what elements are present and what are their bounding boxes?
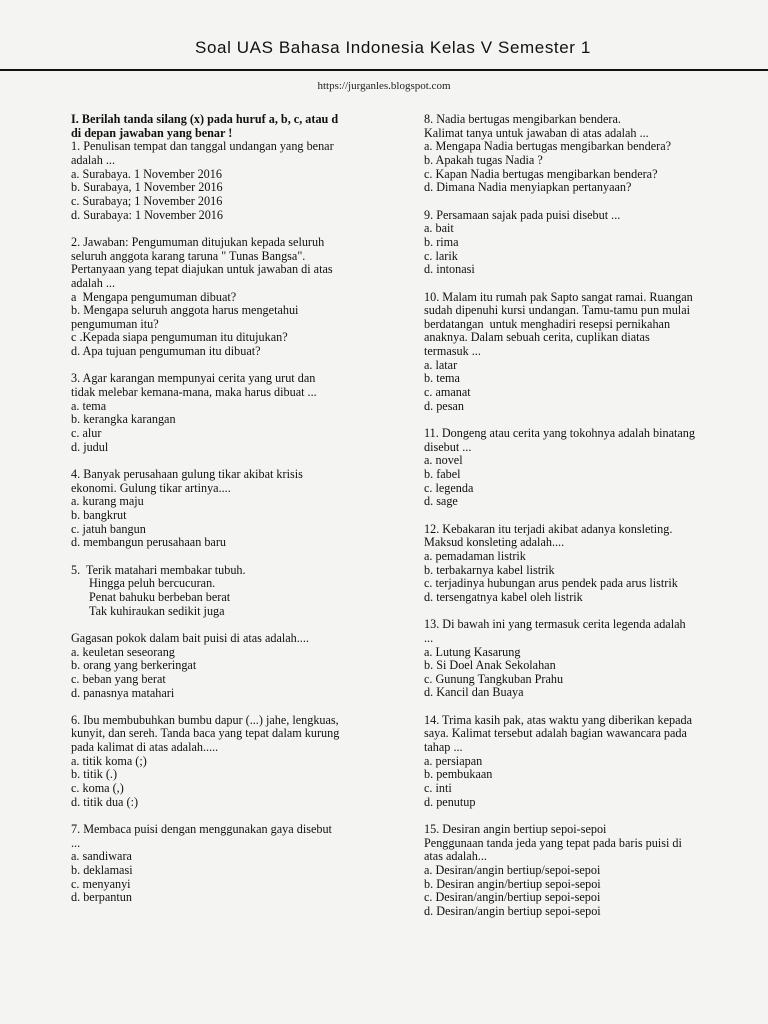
answer-option: d. titik dua (:) (71, 794, 139, 809)
question-text: 2. Jawaban: Pengumuman ditujukan kepada seluruh (71, 234, 325, 249)
question-text: 15. Desiran angin bertiup sepoi-sepoi (424, 822, 607, 837)
question-text: Pertanyaan yang tepat diajukan untuk jawaban di atas (71, 262, 333, 277)
answer-option: a. pemadaman listrik (424, 548, 526, 563)
answer-option: d. pesan (424, 398, 464, 413)
poem-line: 5. Terik matahari membakar tubuh. (71, 562, 246, 577)
answer-option: d. berpantun (71, 890, 132, 905)
answer-option: a Mengapa pengumuman dibuat? (71, 289, 237, 304)
answer-option: c. jatuh bangun (71, 521, 146, 536)
question-text: 6. Ibu membubuhkan bumbu dapur (...) jahe, lengkuas, (71, 712, 339, 727)
answer-option: d. Surabaya: 1 November 2016 (71, 207, 223, 222)
answer-option: d. judul (71, 439, 109, 454)
answer-option: c. amanat (424, 385, 471, 400)
answer-option: b. bangkrut (71, 507, 127, 522)
answer-option: pengumuman itu? (71, 316, 159, 331)
question-5 (71, 564, 391, 701)
question-text: kunyit, dan sereh. Tanda baca yang tepat dalam kurung (71, 726, 340, 741)
poem-line: Hingga peluh bercucuran. (89, 576, 216, 591)
question-10 (424, 291, 742, 414)
answer-option: b. kerangka karangan (71, 412, 176, 427)
question-text: ... (71, 835, 81, 850)
question-text: 14. Trima kasih pak, atas waktu yang diberikan kepada (424, 712, 693, 727)
answer-option: a. latar (424, 357, 458, 372)
answer-option: b. titik (.) (71, 767, 118, 782)
answer-option: c. terjadinya hubungan arus pendek pada arus listrik (424, 576, 678, 591)
answer-option: d. panasnya matahari (71, 685, 175, 700)
poem-line: Tak kuhiraukan sedikit juga (89, 603, 225, 618)
question-text: Kalimat tanya untuk jawaban di atas adalah ... (424, 125, 649, 140)
left-column (71, 113, 391, 919)
question-text: disebut ... (424, 439, 472, 454)
answer-option: d. Dimana Nadia menyiapkan pertanyaan? (424, 180, 632, 195)
answer-option: d. intonasi (424, 262, 475, 277)
source-url: https://jurganles.blogspot.com (317, 80, 451, 92)
answer-option: c. larik (424, 248, 458, 263)
poem-spacer (71, 618, 391, 632)
question-3 (71, 372, 391, 454)
answer-option: d. Kancil dan Buaya (424, 685, 524, 700)
question-text: ekonomi. Gulung tikar artinya.... (71, 480, 231, 495)
answer-option: c. Desiran/angin/bertiup sepoi-sepoi (424, 890, 601, 905)
answer-option: b. Mengapa seluruh anggota harus mengetahui (71, 303, 299, 318)
question-text: tidak melebar kemana-mana, maka harus dibuat ... (71, 385, 317, 400)
answer-option: d. penutup (424, 794, 476, 809)
answer-option: a. kurang maju (71, 494, 144, 509)
instructions-line-2: di depan jawaban yang benar ! (71, 125, 233, 140)
question-text: ... (424, 630, 434, 645)
question-13 (424, 618, 742, 700)
question-text: 3. Agar karangan mempunyai cerita yang urut dan (71, 371, 316, 386)
question-text: Penggunaan tanda jeda yang tepat pada baris puisi di (424, 835, 682, 850)
instructions (71, 113, 391, 140)
question-text: 4. Banyak perusahaan gulung tikar akibat krisis (71, 467, 303, 482)
question-text: Maksud konsleting adalah.... (424, 535, 565, 550)
question-9 (424, 209, 742, 277)
question-14 (424, 714, 742, 810)
answer-option: a. Desiran/angin bertiup/sepoi-sepoi (424, 862, 601, 877)
question-4 (71, 468, 391, 550)
answer-option: a. titik koma (;) (71, 753, 147, 768)
answer-option: a. keuletan seseorang (71, 644, 175, 659)
answer-option: b. tema (424, 371, 460, 386)
question-text: Gagasan pokok dalam bait puisi di atas adalah.... (71, 630, 309, 645)
answer-option: c. Gunung Tangkuban Prahu (424, 671, 564, 686)
answer-option: a. tema (71, 398, 107, 413)
answer-option: b. Desiran angin/bertiup sepoi-sepoi (424, 876, 601, 891)
answer-option: b. pembukaan (424, 767, 493, 782)
answer-option: a. bait (424, 221, 454, 236)
answer-option: a. Mengapa Nadia bertugas mengibarkan bendera? (424, 139, 672, 154)
answer-option: c. inti (424, 781, 452, 796)
answer-option: c. Kapan Nadia bertugas mengibarkan bendera? (424, 166, 658, 181)
question-text: berdatangan untuk menghadiri resepsi pernikahan (424, 316, 671, 331)
right-column (424, 113, 742, 932)
answer-option: b. rima (424, 234, 459, 249)
question-text: atas adalah... (424, 849, 487, 864)
answer-option: a. sandiwara (71, 849, 132, 864)
title-divider (0, 69, 768, 71)
answer-option: a. Surabaya. 1 November 2016 (71, 166, 222, 181)
answer-option: a. Lutung Kasarung (424, 644, 521, 659)
question-text: sudah dipenuhi kursi undangan. Tamu-tamu pun mulai (424, 303, 690, 318)
answer-option: c. legenda (424, 480, 474, 495)
question-text: adalah ... (71, 152, 115, 167)
answer-option: b. Surabaya, 1 November 2016 (71, 180, 223, 195)
question-15 (424, 823, 742, 919)
answer-option: c. menyanyi (71, 876, 131, 891)
answer-option: d. sage (424, 494, 458, 509)
page-title: Soal UAS Bahasa Indonesia Kelas V Semester 1 (195, 38, 591, 57)
question-text: 13. Di bawah ini yang termasuk cerita legenda adalah (424, 617, 686, 632)
question-2 (71, 236, 391, 359)
question-8 (424, 113, 742, 195)
question-text: 12. Kebakaran itu terjadi akibat adanya konsleting. (424, 521, 673, 536)
answer-option: c .Kepada siapa pengumuman itu ditujukan? (71, 330, 288, 345)
answer-option: d. Desiran/angin bertiup sepoi-sepoi (424, 903, 601, 918)
answer-option: a. novel (424, 453, 463, 468)
answer-option: c. beban yang berat (71, 671, 166, 686)
instructions-line-1: I. Berilah tanda silang (x) pada huruf a, b, c, atau d (71, 112, 339, 126)
question-text: 8. Nadia bertugas mengibarkan bendera. (424, 112, 621, 126)
question-text: 11. Dongeng atau cerita yang tokohnya adalah binatang (424, 426, 695, 441)
answer-option: b. orang yang berkeringat (71, 658, 197, 673)
answer-option: c. koma (,) (71, 781, 124, 796)
answer-option: b. Si Doel Anak Sekolahan (424, 658, 556, 673)
question-6 (71, 714, 391, 810)
question-text: saya. Kalimat tersebut adalah bagian wawancara pada (424, 726, 687, 741)
question-text: 9. Persamaan sajak pada puisi disebut ... (424, 207, 621, 222)
question-11 (424, 427, 742, 509)
question-text: 10. Malam itu rumah pak Sapto sangat ramai. Ruangan (424, 289, 693, 304)
question-text: tahap ... (424, 740, 463, 755)
answer-option: b. terbakarnya kabel listrik (424, 562, 555, 577)
question-text: pada kalimat di atas adalah..... (71, 740, 219, 755)
question-12 (424, 523, 742, 605)
answer-option: c. alur (71, 426, 102, 441)
answer-option: a. persiapan (424, 753, 483, 768)
question-text: 1. Penulisan tempat dan tanggal undangan yang benar (71, 139, 334, 154)
answer-option: c. Surabaya; 1 November 2016 (71, 193, 223, 208)
question-text: termasuk ... (424, 344, 481, 359)
answer-option: b. Apakah tugas Nadia ? (424, 152, 543, 167)
answer-option: d. tersengatnya kabel oleh listrik (424, 589, 583, 604)
question-text: 7. Membaca puisi dengan menggunakan gaya disebut (71, 822, 332, 837)
question-text: seluruh anggota karang taruna " Tunas Bangsa". (71, 248, 306, 263)
answer-option: b. deklamasi (71, 863, 133, 877)
question-text: anaknya. Dalam sebuah cerita, cuplikan diatas (424, 330, 650, 345)
answer-option: b. fabel (424, 467, 461, 482)
answer-option: d. membangun perusahaan baru (71, 535, 226, 550)
question-1 (71, 140, 391, 222)
question-text: adalah ... (71, 275, 115, 290)
poem-line: Penat bahuku berbeban berat (89, 589, 231, 604)
answer-option: d. Apa tujuan pengumuman itu dibuat? (71, 344, 261, 359)
question-7 (71, 823, 391, 905)
